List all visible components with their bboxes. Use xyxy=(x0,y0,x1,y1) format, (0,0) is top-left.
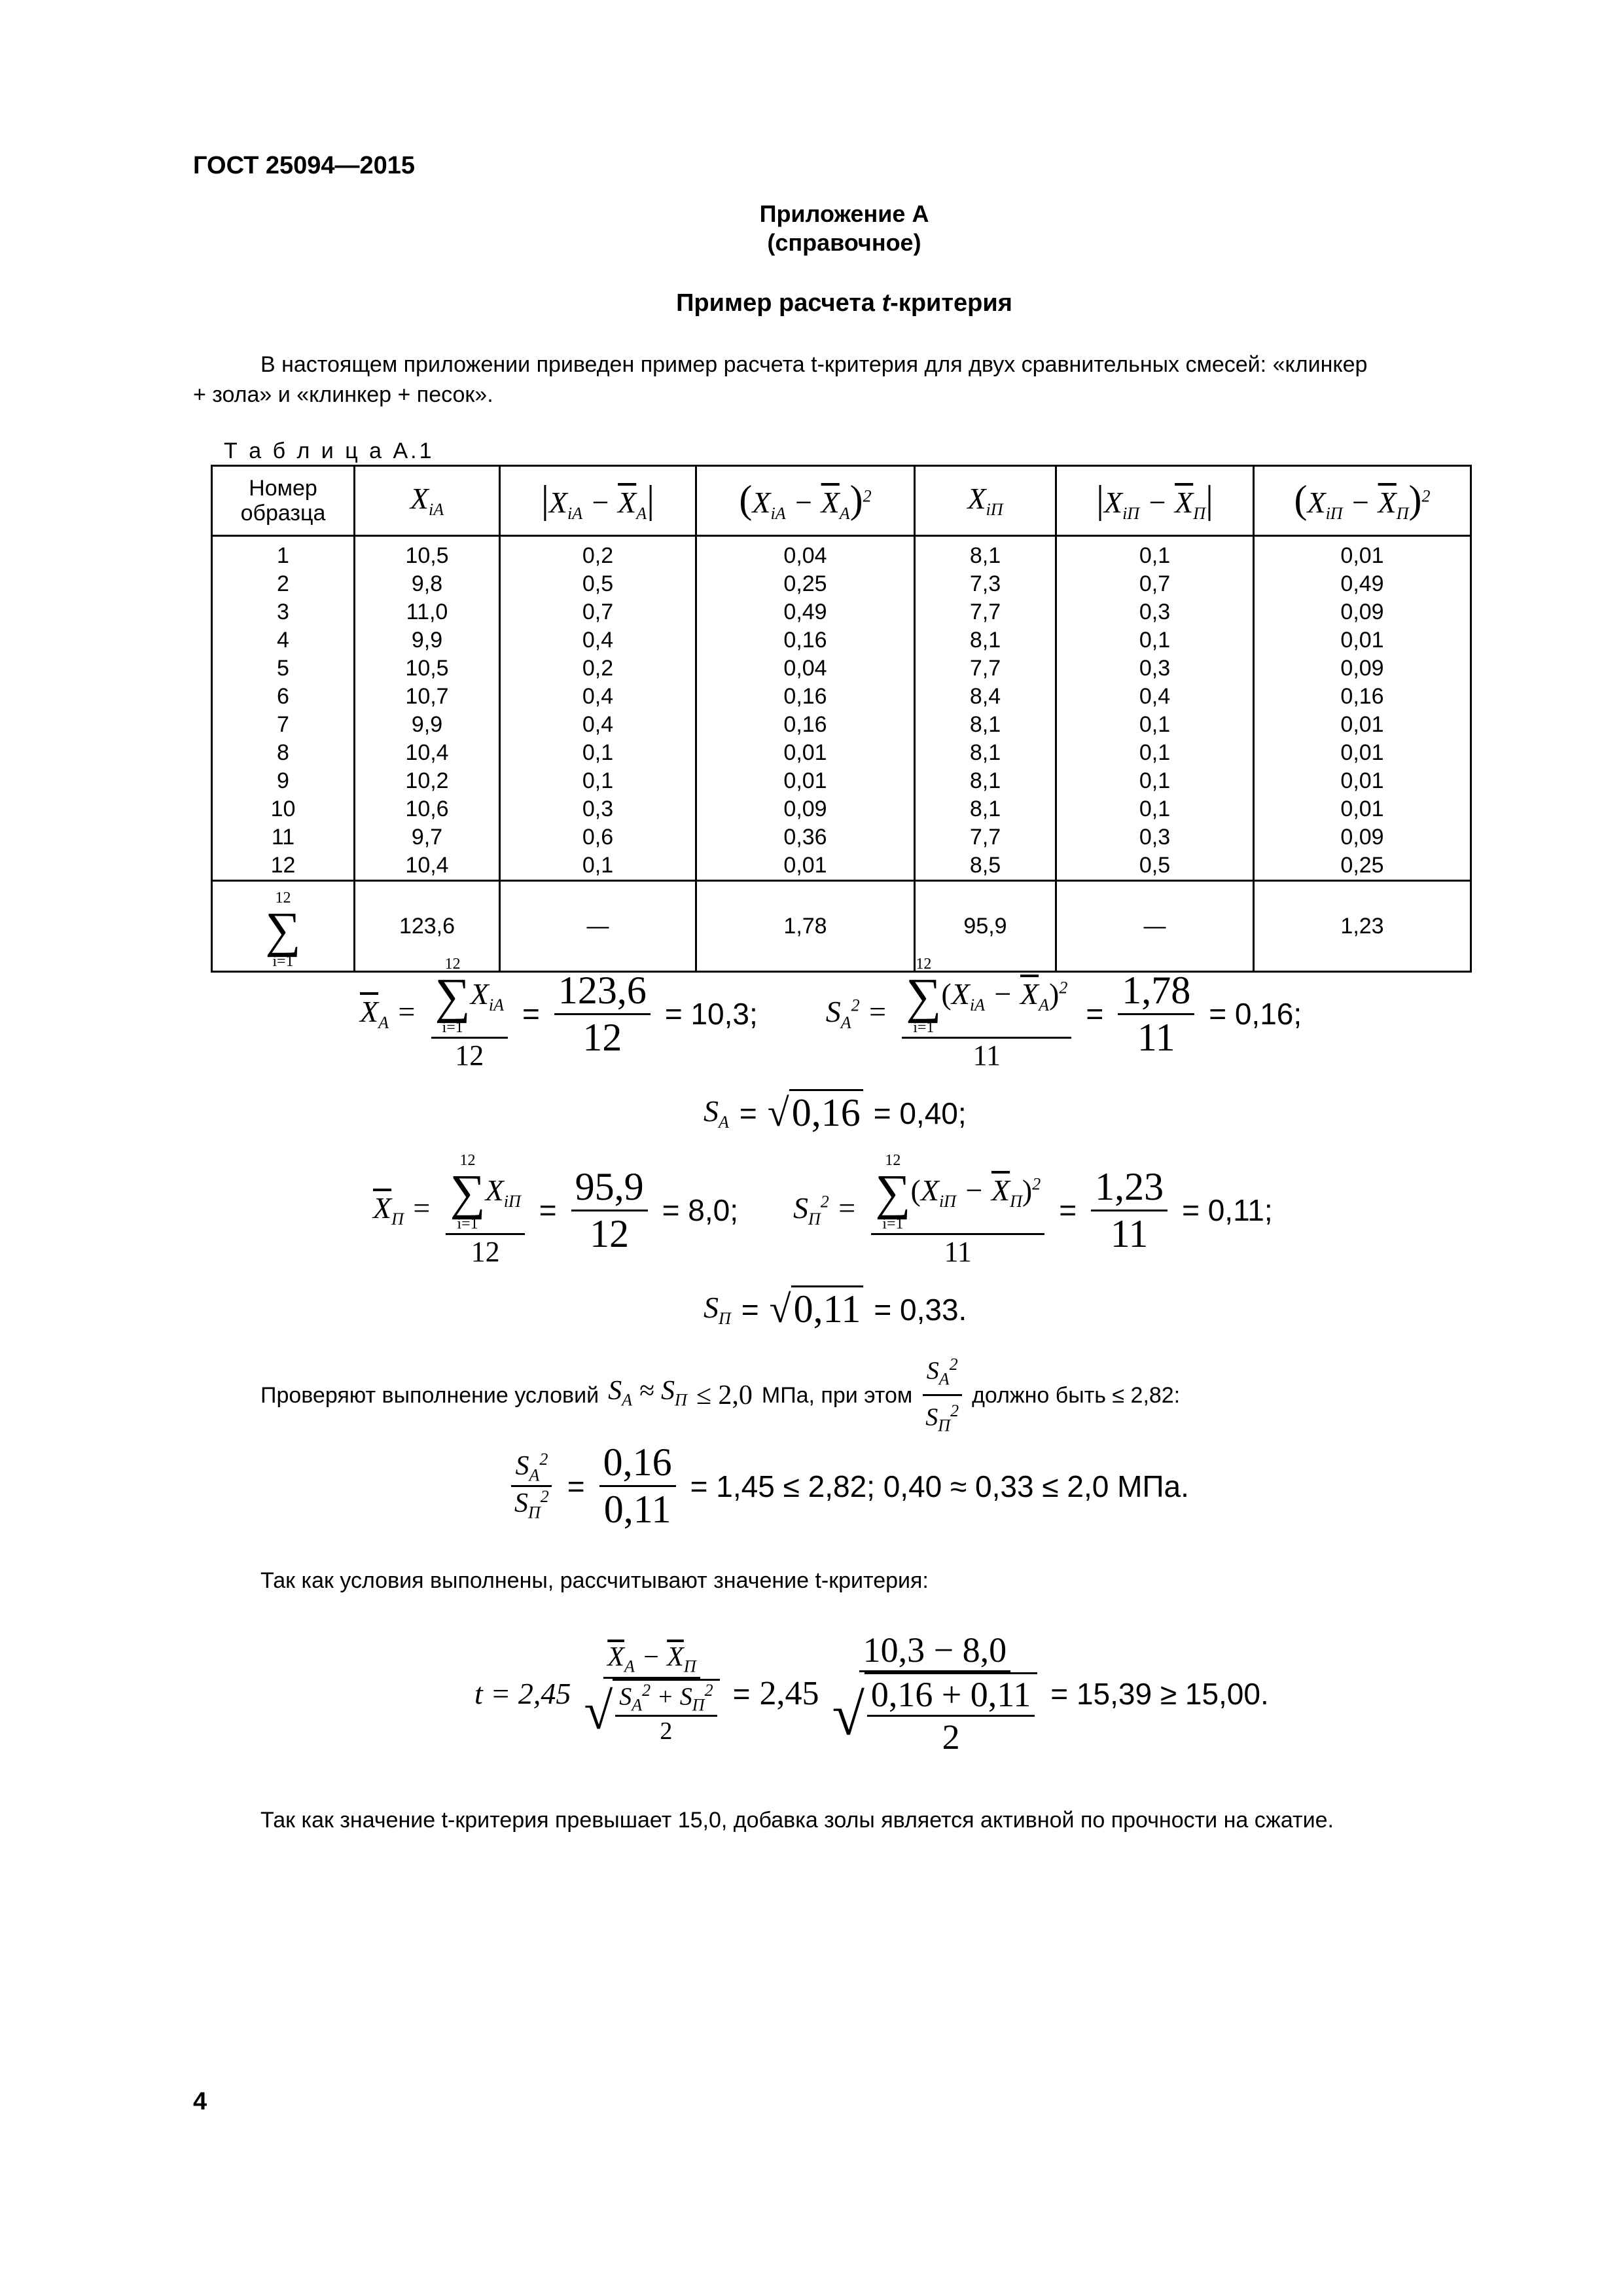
cell: 0,16 xyxy=(1254,683,1471,711)
cell: 0,16 xyxy=(696,626,915,655)
formula-mean-var-p: $\overline{X}_П$ = 12 ∑ i=1 $X_{iП}$ 12 = $\frac{95,9}{12}$ = 8,0; $S_П^2$ = 12 ∑ i=1 $(X_{iП} - \overline{X}_П)^2$ 11 = $\frac{1,23}{11}$ = 0,11; xyxy=(373,1152,1273,1268)
table-row xyxy=(212,598,1471,626)
header-sq-dev-p: $(X_{iП} - \overline{X}_П)^2$ xyxy=(1254,466,1471,536)
cell: 8,1 xyxy=(915,739,1056,767)
cell: 7,7 xyxy=(915,655,1056,683)
section-title: Пример расчета t-критерия xyxy=(676,289,1012,317)
sum-symbol: 12 ∑ i=1 xyxy=(212,881,355,972)
t-criterion-formula: t = 2,45 $\overline{X}_А - \overline{X}_П$ √ $\frac{S_А^2 + S_П^2}{2}$ = 2,45 10,3 − 8,0 √ $\frac{0,16 + 0,11}{2}$ = 15,39 ≥ 15,00. xyxy=(474,1630,1269,1757)
cell: 0,1 xyxy=(500,767,696,795)
cell: 8 xyxy=(212,739,355,767)
cell: 10,6 xyxy=(355,795,500,823)
intro-line-1: В настоящем приложении приведен пример расчета t-критерия для двух сравнительных смесей: «клинкер xyxy=(260,352,1368,377)
header-abs-dev-a: $|X_{iА} - \overline{X}_А|$ xyxy=(500,466,696,536)
cell: 0,4 xyxy=(500,711,696,739)
formula-sd-p: $S_П$ = √0,11 = 0,33. xyxy=(704,1287,967,1332)
cell: 0,01 xyxy=(696,852,915,881)
cell: 0,4 xyxy=(500,626,696,655)
cell: 6 xyxy=(212,683,355,711)
cell: 7,7 xyxy=(915,823,1056,852)
cell: 0,01 xyxy=(1254,739,1471,767)
cell: 9,9 xyxy=(355,626,500,655)
page-number: 4 xyxy=(193,2088,207,2115)
cell: 0,3 xyxy=(500,795,696,823)
cell: 0,1 xyxy=(1056,536,1254,571)
data-table xyxy=(211,465,1472,973)
table-row xyxy=(212,767,1471,795)
cell: 10,4 xyxy=(355,739,500,767)
cell: 0,09 xyxy=(1254,823,1471,852)
cell: 0,49 xyxy=(696,598,915,626)
table-row xyxy=(212,739,1471,767)
cell: 0,2 xyxy=(500,655,696,683)
cell: 0,01 xyxy=(696,767,915,795)
cell: 9,9 xyxy=(355,711,500,739)
header-abs-dev-p: $|X_{iП} - \overline{X}_П|$ xyxy=(1056,466,1254,536)
cell: 9,8 xyxy=(355,570,500,598)
table-row xyxy=(212,626,1471,655)
cell: 0,01 xyxy=(1254,626,1471,655)
cell: 0,01 xyxy=(696,739,915,767)
cell: 10,7 xyxy=(355,683,500,711)
cell: 0,01 xyxy=(1254,536,1471,571)
cell: 7,3 xyxy=(915,570,1056,598)
cell: 10,4 xyxy=(355,852,500,881)
cell: 0,1 xyxy=(500,852,696,881)
cell: 0,1 xyxy=(1056,711,1254,739)
header-xia: $X_{iА}$ xyxy=(355,466,500,536)
cell: 10,5 xyxy=(355,655,500,683)
cell: 12 xyxy=(212,852,355,881)
document-header: ГОСТ 25094—2015 xyxy=(193,152,416,179)
cell: 1,78 xyxy=(696,881,915,972)
cell: 7,7 xyxy=(915,598,1056,626)
cell: 0,3 xyxy=(1056,823,1254,852)
cell: 0,16 xyxy=(696,683,915,711)
cell: 0,01 xyxy=(1254,767,1471,795)
cell: 0,09 xyxy=(1254,598,1471,626)
cell: 0,4 xyxy=(1056,683,1254,711)
cell: 123,6 xyxy=(355,881,500,972)
cell: 4 xyxy=(212,626,355,655)
cell: 0,1 xyxy=(1056,626,1254,655)
cell: 8,4 xyxy=(915,683,1056,711)
cell: 0,5 xyxy=(500,570,696,598)
cell: 0,4 xyxy=(500,683,696,711)
cell: 0,1 xyxy=(1056,767,1254,795)
table-row xyxy=(212,655,1471,683)
cell: 10 xyxy=(212,795,355,823)
cell: 9 xyxy=(212,767,355,795)
cell: 8,1 xyxy=(915,795,1056,823)
cell: 10,5 xyxy=(355,536,500,571)
cell: 11 xyxy=(212,823,355,852)
table-row xyxy=(212,823,1471,852)
conditions-met: Так как условия выполнены, рассчитывают значение t-критерия: xyxy=(260,1568,929,1593)
cell: 11,0 xyxy=(355,598,500,626)
cell: 0,25 xyxy=(1254,852,1471,881)
table-row xyxy=(212,711,1471,739)
annex-title: Приложение А xyxy=(759,200,929,227)
cell: 1 xyxy=(212,536,355,571)
table-row xyxy=(212,795,1471,823)
intro-line-2: + зола» и «клинкер + песок». xyxy=(193,382,493,407)
cell: 9,7 xyxy=(355,823,500,852)
cell: 1,23 xyxy=(1254,881,1471,972)
cell: 2 xyxy=(212,570,355,598)
cell: 0,09 xyxy=(1254,655,1471,683)
check-conditions: Проверяют выполнение условий $S_А \approx S_П$ ≤ 2,0 МПа, при этом $\frac{S_А^2}{S_П^2}$ должно быть ≤ 2,82: xyxy=(260,1350,1180,1441)
cell: 0,7 xyxy=(500,598,696,626)
cell: 0,36 xyxy=(696,823,915,852)
cell: 8,5 xyxy=(915,852,1056,881)
cell: — xyxy=(500,881,696,972)
cell: 0,3 xyxy=(1056,655,1254,683)
cell: 8,1 xyxy=(915,767,1056,795)
cell: 8,1 xyxy=(915,536,1056,571)
cell: 0,49 xyxy=(1254,570,1471,598)
table-header-row xyxy=(212,466,1471,536)
cell: 0,3 xyxy=(1056,598,1254,626)
header-sample-number: Номер образца xyxy=(212,466,355,536)
cell: 0,09 xyxy=(696,795,915,823)
cell: 0,1 xyxy=(500,739,696,767)
cell: 95,9 xyxy=(915,881,1056,972)
conclusion: Так как значение t-критерия превышает 15,0, добавка золы является активной по прочности на сжатие. xyxy=(260,1808,1334,1833)
annex-note: (справочное) xyxy=(767,229,921,256)
cell: 8,1 xyxy=(915,711,1056,739)
formula-sd-a: $S_А$ = √0,16 = 0,40; xyxy=(704,1090,967,1136)
cell: 0,2 xyxy=(500,536,696,571)
cell: — xyxy=(1056,881,1254,972)
header-sq-dev-a: $(X_{iА} - \overline{X}_А)^2$ xyxy=(696,466,915,536)
table-row xyxy=(212,683,1471,711)
cell: 0,04 xyxy=(696,536,915,571)
cell: 5 xyxy=(212,655,355,683)
cell: 0,01 xyxy=(1254,711,1471,739)
cell: 8,1 xyxy=(915,626,1056,655)
cell: 7 xyxy=(212,711,355,739)
cell: 0,04 xyxy=(696,655,915,683)
table-caption: Т а б л и ц а А.1 xyxy=(224,439,435,463)
formula-mean-var-a: $\overline{X}_А$ = 12 ∑ i=1 $X_{iА}$ 12 = $\frac{123,6}{12}$ = 10,3; $S_А^2$ = 12 ∑ i=1 $(X_{iА} - \overline{X}_А)^2$ 11 = $\frac{1,78}{11}$ = 0,16; xyxy=(360,956,1302,1071)
cell: 0,16 xyxy=(696,711,915,739)
cell: 0,1 xyxy=(1056,739,1254,767)
cell: 3 xyxy=(212,598,355,626)
table-row xyxy=(212,536,1471,571)
table-row xyxy=(212,570,1471,598)
table-row xyxy=(212,852,1471,881)
cell: 0,5 xyxy=(1056,852,1254,881)
cell: 0,01 xyxy=(1254,795,1471,823)
header-xip: $X_{iП}$ xyxy=(915,466,1056,536)
cell: 10,2 xyxy=(355,767,500,795)
cell: 0,6 xyxy=(500,823,696,852)
cell: 0,7 xyxy=(1056,570,1254,598)
cell: 0,1 xyxy=(1056,795,1254,823)
cell: 0,25 xyxy=(696,570,915,598)
ratio-formula: $\frac{S_А^2}{S_П^2}$ = $\frac{0,16}{0,11}$ = 1,45 ≤ 2,82; 0,40 ≈ 0,33 ≤ 2,0 МПа. xyxy=(510,1440,1189,1532)
